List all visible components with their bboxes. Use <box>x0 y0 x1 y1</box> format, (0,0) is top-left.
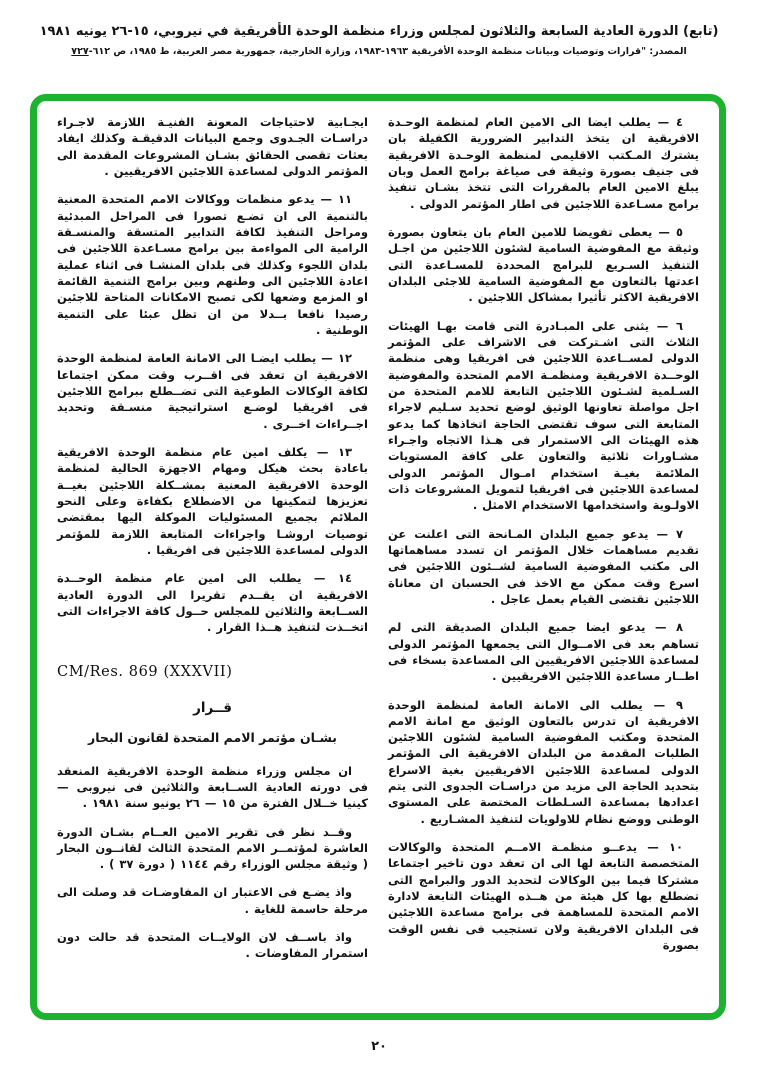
paragraph-9: ٩ — يطلب الى الامانة العامة لمنظمة الوحدة الافريقية ان تدرس بالتعاون الوثيق مع امانة الامم المتحدة ومكتب المفوضية السامية لشئون اللاجئين الطلبات المقدمة من البلدان الافريقية الى المؤتمر الدولى لمساعدة اللاجئين الافريقيين بغية الاسراع بتحديد الحاجة الى مزيد من دراسـات الجدوى التى يتم اعدادها بمساعدة السـلطات المختصة على المستوى الوطنى ووضع نظام للاولويات لتنفيذ المشـاريع . <box>388 697 699 826</box>
resolution-reference: CM/Res. 869 (XXXVII) <box>57 663 233 680</box>
paragraph-14: ١٤ — يطلب الى امين عام منظمة الوحــدة الافريقية ان يقــدم تقريرا الى الدورة العادية الســابعة والثلاثين للمجلس حــول كافة الاجراءات التى اتخــذت لتنفيذ هــذا القرار . <box>57 571 368 635</box>
resolution-paragraph-2: وقــد نظر فى تقرير الامين العــام بشـان الدورة العاشرة لمؤتمــر الامم المتحدة الثالث لقانــون البحار ( وثيقة مجلس الوزراء رقم ١١٤٤ ( دورة ٣٧ ) . <box>57 824 368 872</box>
source-citation-pages: ٧٢٧ <box>71 46 89 57</box>
paragraph-8: ٨ — يدعو ايضا جميع البلدان الصديقة التى لم تساهم بعد فى الامــوال التى يجمعها المؤتمر الدولى لمساعدة اللاجئين الافريقيين الى المساعدة بسخاء فى اطــار مساعدة اللاجئين الافريقيين . <box>388 620 699 684</box>
source-citation-text: المصدر: "قرارات وتوصيات وبيانات منظمة الوحدة الأفريقية ١٩٦٣-١٩٨٣، وزارة الخارجية، جمهورية مصر العربية، ط ١٩٨٥، ص ٦١٢- <box>88 46 687 57</box>
paragraph-11: ١١ — يدعو منظمات ووكالات الامم المتحدة المعنية بالتنمية الى ان تضـع تصورا فى المراحل المبدئية ومراحل التنفيذ لكافة التدابير المتسقة والمنسـقة الرامية الى المواءمة بين برامج مسـاعدة اللاجئين فى بلدان اللجوء وكذلك فى بلدان المنشـا فى اثناء عملية اعادة اللاجئين الى وطنهم وبين برامج التنمية القائمة او المزمع وضعها لكى تصبح الامكانات المتاحة للاجئين رصيدا نافعا بــدلا من ان تظل عبئا على التنمية الوطنية . <box>57 192 368 337</box>
page-number: ٢٠ <box>371 1039 387 1054</box>
resolution-subheading: بشـان مؤتمر الامم المتحدة لقانون البحار <box>88 729 337 745</box>
column-left <box>57 114 368 1005</box>
paragraph-13: ١٣ — يكلف امين عام منظمة الوحدة الافريقية باعادة بحث هيكل ومهام الاجهزة الحالية لمنظمة الوحدة الافريقية المعنية بمشــكلة اللاجئين بغيــة تعزيزها لتمكينها من الاضطلاع بكفاءة وعلى النحو الملائم بجميع المسئوليات الموكلة اليها بمقتضى توصيات اروشـا واجراءات المتابعة اللازمة للمؤتمر الدولى لمساعدة اللاجئين فى افريقيا . <box>57 444 368 557</box>
paragraph-4: ٤ — يطلب ايضا الى الامين العام لمنظمة الوحـدة الافريقية ان يتخذ التدابير الضرورية الكفيلة بان يشترك المـكتب الاقليمى لمنظمة الوحـدة الافريقية فى جنيف بصورة وثيقة فى صياغة برامج العمل وبان يبلغ الامين العام بالمقررات التى تتخذ بشـان تنفيذ برامج مسـاعدة اللاجئين فى اطار المؤتمر الدولى . <box>388 115 699 211</box>
two-column-layout <box>57 114 699 1005</box>
resolution-paragraph-3: واذ يضـع فى الاعتبار ان المفاوضـات قد وصلت الى مرحلة حاسمة للغاية . <box>57 885 368 916</box>
resolution-paragraph-4: واذ باســف لان الولايــات المتحدة قد حالت دون استمرار المفاوضات . <box>57 930 368 961</box>
resolution-paragraph-1: ان مجلس وزراء منظمة الوحدة الافريقية المنعقد فى دورته العادية الســابعة والثلاثين فى نيروبى — كينيا خــلال الفترة من ١٥ — ٢٦ يونيو سنة ١٩٨١ . <box>57 763 368 811</box>
paragraph-12: ١٢ — يطلب ايضـا الى الامانة العامة لمنظمة الوحدة الافريقية ان تعقد فى اقــرب وقت ممكن اجتماعا لكافة الوكالات الطوعية التى تضــطلع ببرامج اللاجئين فى افريقيا لوضـع استراتيجية منسـقة وتحديد اجــراءات اخــرى . <box>57 351 368 431</box>
page-header <box>0 24 758 57</box>
resolution-heading: قــرار <box>193 699 232 716</box>
paragraph-10-continuation: ايجـابية لاحتياجات المعونة الفنيـة اللازمة لاجـراء دراسـات الجـدوى وجمع البيانات الدقيقـة وكذلك ايفاد بعثات تقصى الحقائق بشـان المشروعات المقدمة الى المؤتمر الدولى لمساعدة اللاجئين الافريقيين . <box>57 115 368 178</box>
green-border-box <box>30 94 726 1020</box>
column-right <box>388 114 699 1005</box>
source-citation <box>0 46 758 57</box>
paragraph-10: ١٠ — يدعــو منظمـة الامــم المتحدة والوكالات المتخصصة التابعة لها الى ان تعقد دون تاخير اجتماعا مشتركا فيما بين الوكالات لتحديد الدور والبرامج التى تضطلع بها كل هيئة من هــذه الهيئات التابعة لادارة الامم المتحدة للمساهمة فى برامج مساعدة اللاجئين فى البلدان الافريقية ولان تستجيب فى نفس الوقت بصورة <box>388 840 699 953</box>
paragraph-7: ٧ — يدعو جميع البلدان المـانحة التى اعلنت عن تقديم مساهمات خلال المؤتمر ان تسدد مساهماتها الى مكتب المفوضية السامية لشــئون اللاجئين فى اسرع وقت ممكن مع الاخذ فى الحسبان ان معاناة اللاجئين تقتضى القيام بعمل عاجل . <box>388 526 699 606</box>
paragraph-6: ٦ — يثنى على المبـادرة التى قامت بهـا الهيئات الثلاث التى اشـتركت فى الاشراف على المؤتمر الدولى لمســاعدة اللاجئين فى افريقيا وهى منظمة الوحــدة الافريقية ومنظمـة الامم المتحدة والمفوضية السـلمية لشـئون اللاجئين التابعة للامم المتحدة من اجل مواصلة تعاونها الوثيق لوضع تحديد سـليم لاجراء المتابعة التى سوف تقتضى الحاجة اتخاذها كما يدعو هذه الهيئات الى الاستمرار فى هـذا الاتجاه واجـراء مشـاورات ثلاثية والتعاون على كافة المستويات الملائمة بغيـة استخدام امـوال المؤتمر الدولى لمساعدة اللاجئين فى افريقيا لتمويل المشروعات ذات الاولـوية واستخدامها الاستخدام الامثل . <box>388 318 699 513</box>
session-title: (تابع) الدورة العادية السابعة والثلاثون لمجلس وزراء منظمة الوحدة الأفريقية في نيروبي، ١٥-٢٦ يونيه ١٩٨١ <box>39 24 719 39</box>
paragraph-5: ٥ — يعطى تفويضا للامين العام بان يتعاون بصورة وثيقة مع المفوضية السامية لشئون اللاجئين من اجـل التنفيذ السـريع للبرامج المحددة للمسـاعدة التى اعدتها بالتعاون مع المفوضية السامية للاجئى البلدان الافريقية الاكثر تأثيرا بمشاكل اللاجئين . <box>388 224 699 305</box>
